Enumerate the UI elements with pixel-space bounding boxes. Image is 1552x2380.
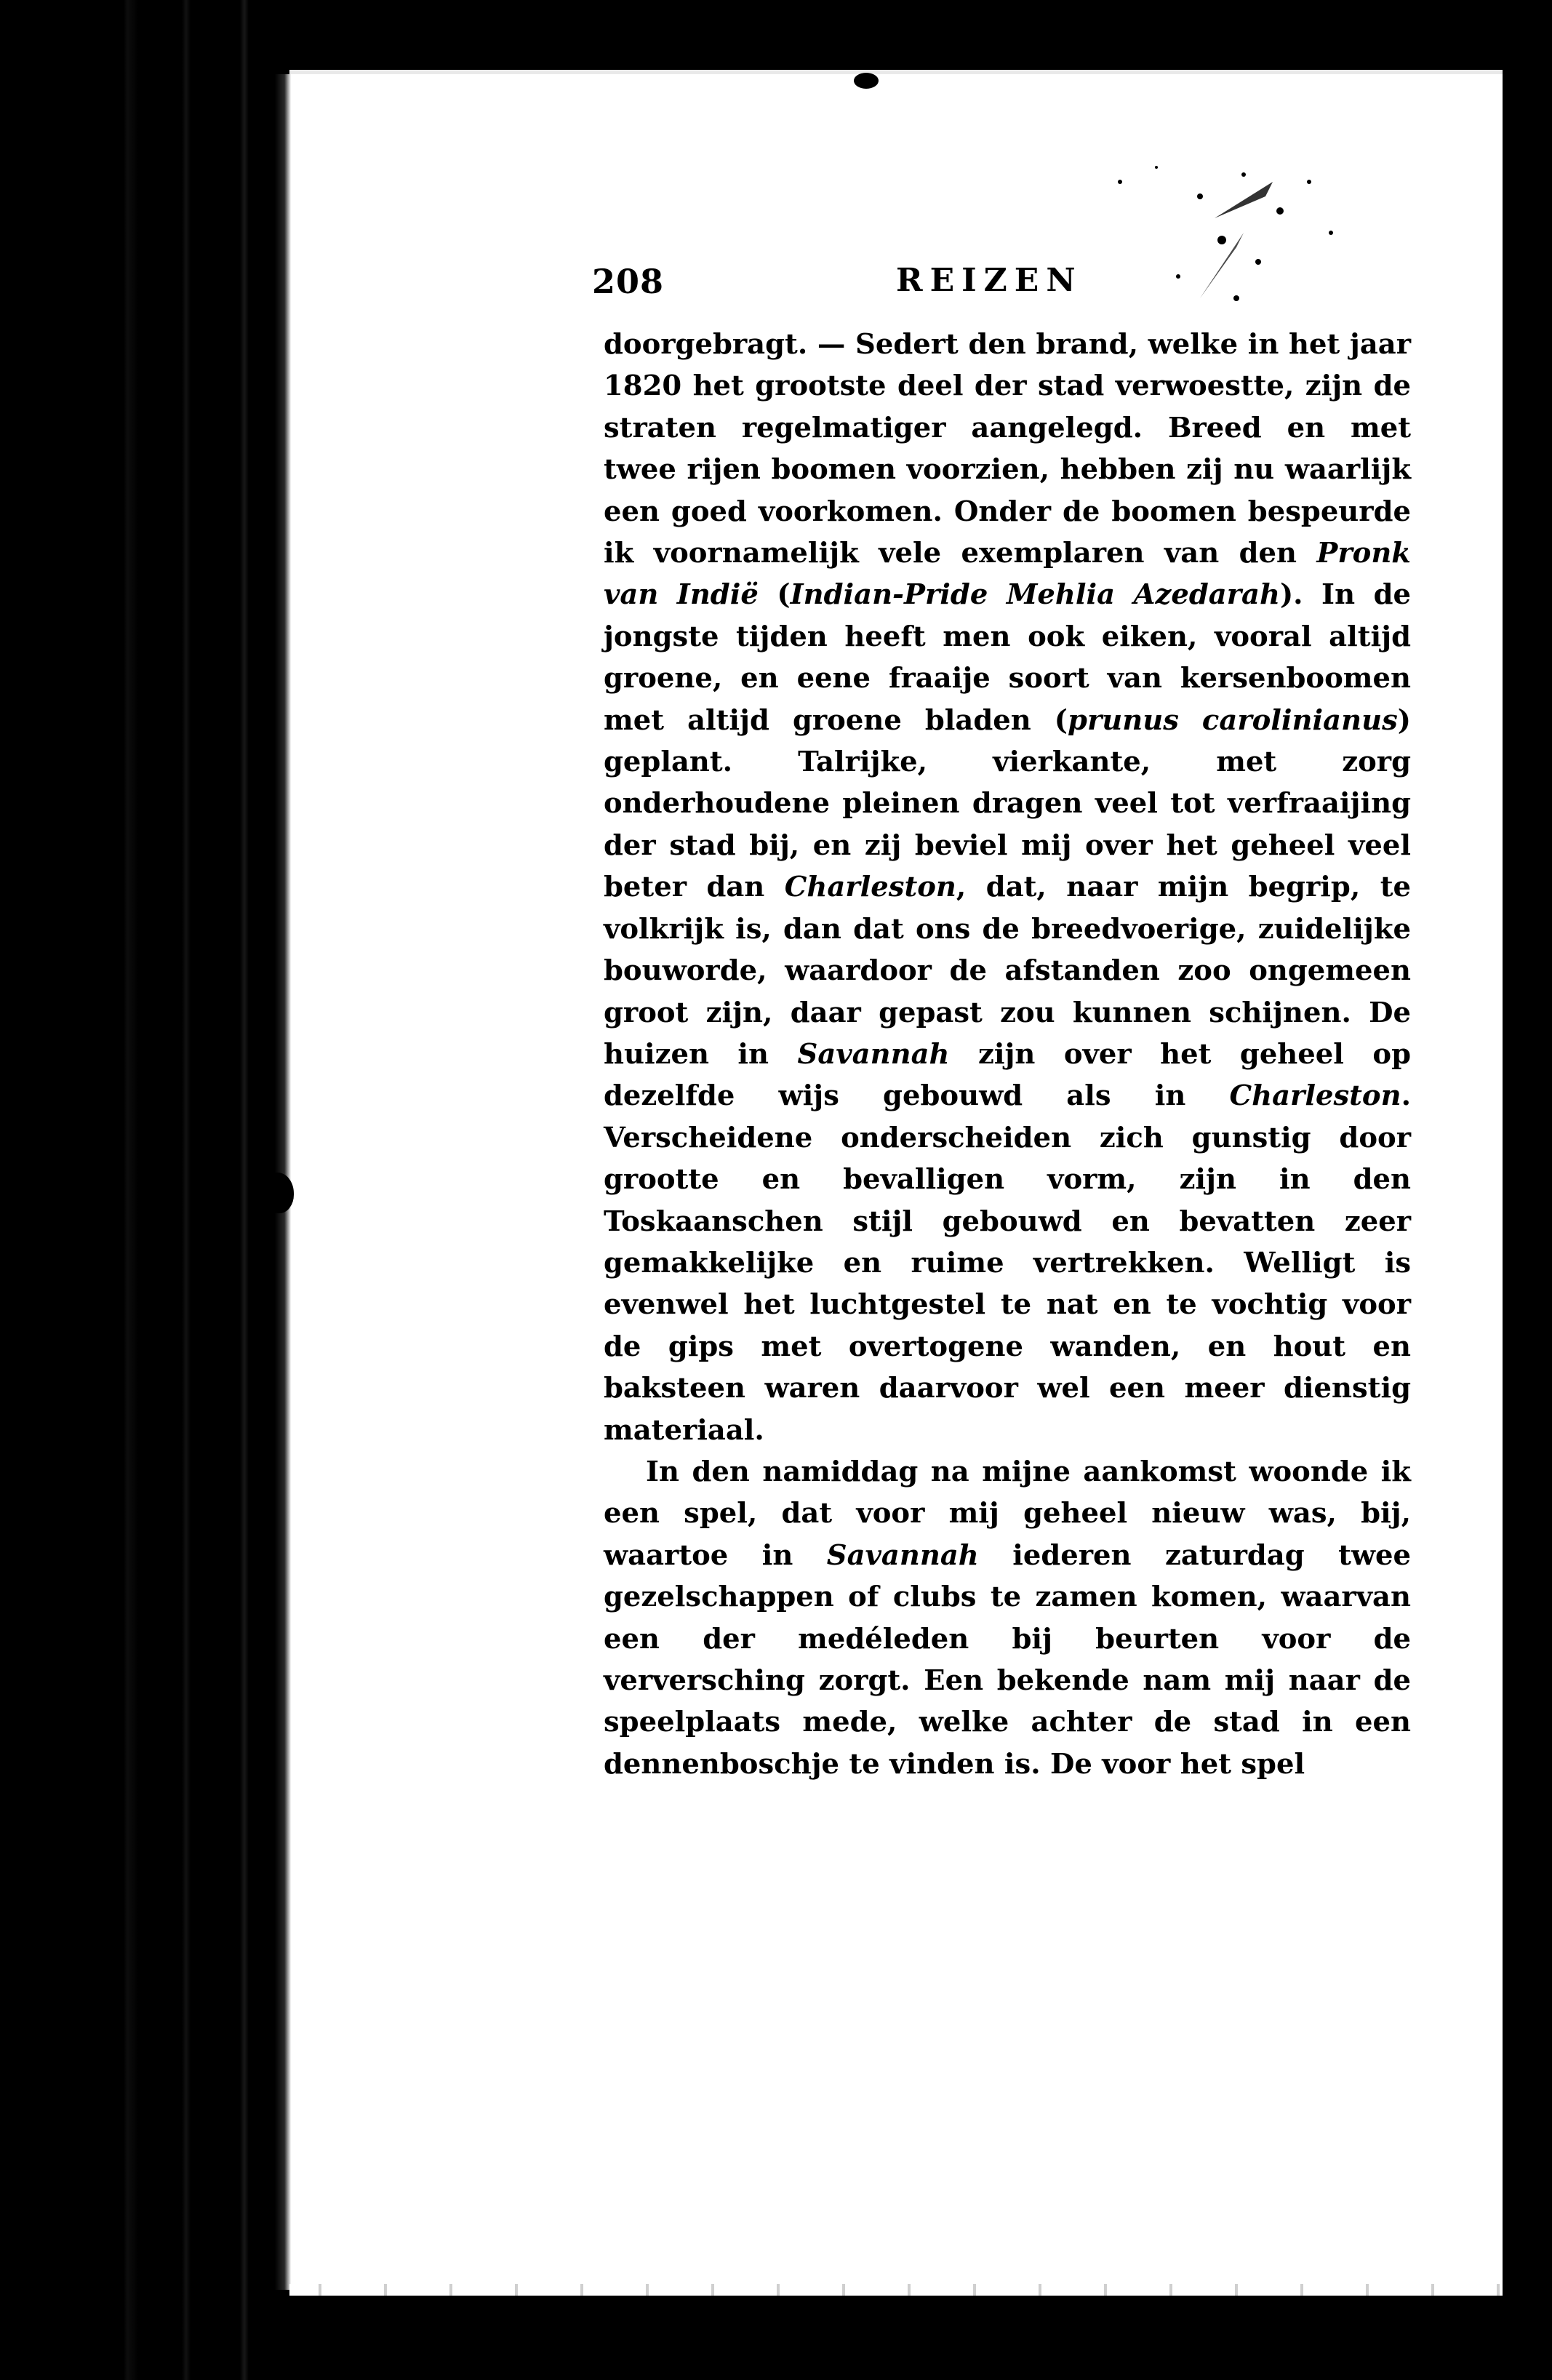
running-head bbox=[592, 262, 1436, 313]
text-run: ( bbox=[758, 578, 791, 612]
italic-run: Pronk van Indië bbox=[604, 537, 1411, 612]
running-title: REIZEN bbox=[896, 262, 1083, 299]
paragraph bbox=[604, 324, 1411, 1451]
page-number: 208 bbox=[592, 262, 665, 301]
text-run: ). In de jongste tijden heeft men ook eiken, vooral altijd groene, en eene fraaije soort van kersenboomen met altijd groene bladen ( bbox=[604, 578, 1411, 737]
italic-run: Charleston bbox=[1229, 1079, 1401, 1113]
ink-blot bbox=[262, 1173, 294, 1213]
italic-run: Savannah bbox=[826, 1538, 979, 1572]
italic-run: Indian-Pride Mehlia Azedarah bbox=[790, 578, 1280, 612]
binding-shadow bbox=[0, 0, 291, 2380]
italic-run: prunus carolinianus bbox=[1068, 703, 1398, 737]
text-run: zijn over het geheel op dezelfde wijs gebouwd als in bbox=[604, 1037, 1411, 1113]
text-run: ) geplant. Talrijke, vierkante, met zorg onderhoudene pleinen dragen veel tot verfraaijing der stad bij, en zij beviel mij over het geheel veel beter dan bbox=[604, 703, 1411, 904]
page-bottom-edge bbox=[289, 2284, 1503, 2296]
body-text bbox=[604, 324, 1411, 1785]
italic-run: Savannah bbox=[797, 1037, 950, 1071]
text-run: In den namiddag na mijne aankomst woonde ik een spel, dat voor mij geheel nieuw was, bij, waartoe in bbox=[604, 1455, 1411, 1572]
scan-border-right bbox=[1503, 0, 1552, 2380]
top-smudge bbox=[854, 73, 879, 89]
italic-run: Charleston bbox=[784, 871, 956, 904]
text-run: doorgebragt. — Sedert den brand, welke in het jaar 1820 het grootste deel der stad verwoestte, zijn de straten regelmatiger aangelegd. Breed en met twee rijen boomen voorzien, hebben zij nu waarlijk een goed voorkomen. Onder de boomen bespeurde ik voornamelijk vele exemplaren van den bbox=[604, 328, 1411, 570]
text-run: . Verscheidene onderscheiden zich gunstig door grootte en bevalligen vorm, zijn in den Toskaanschen stijl gebouwd en bevatten zeer gemakkelijke en ruime vertrekken. Welligt is evenwel het luchtgestel te nat en te vochtig voor de gips met overtogene wanden, en hout en baksteen waren daarvoor wel een meer dienstig materiaal. bbox=[604, 1079, 1411, 1447]
text-run: iederen zaturdag twee gezelschappen of clubs te zamen komen, waarvan een der medéleden bij beurten voor de verversching zorgt. Een bekende nam mij naar de speelplaats mede, welke achter de stad in een dennenboschje te vinden is. De voor het spel bbox=[604, 1538, 1412, 1781]
print-speckles bbox=[1091, 153, 1353, 342]
text-run: , dat, naar mijn begrip, te volkrijk is, dan dat ons de breedvoerige, zuidelijke bouworde, waardoor de afstanden zoo ongemeen groot zijn, daar gepast zou kunnen schijnen. De huizen in bbox=[604, 871, 1411, 1071]
paragraph bbox=[604, 1451, 1411, 1785]
